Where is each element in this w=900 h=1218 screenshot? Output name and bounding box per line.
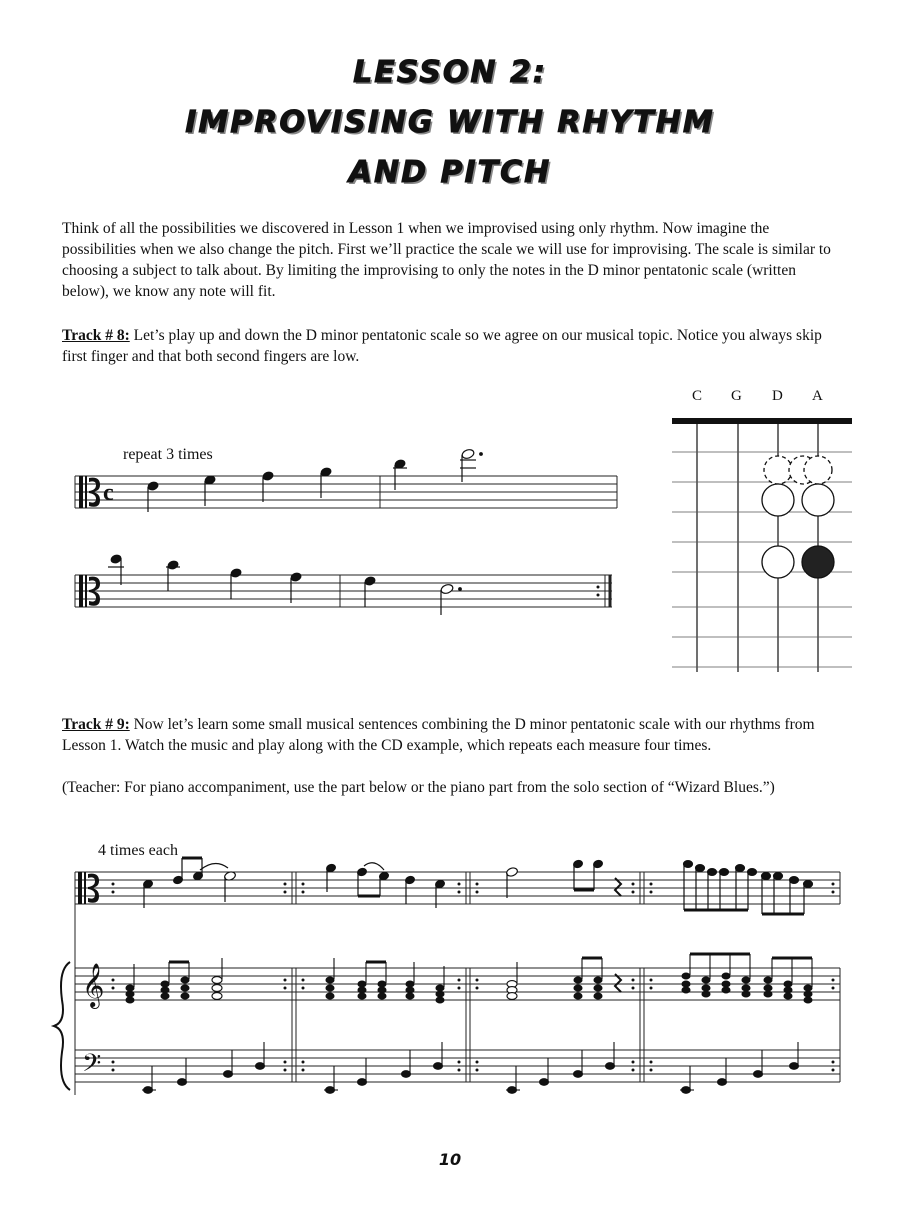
title-line-2: IMPROVISING WITH RHYTHM [185, 105, 715, 140]
page-number: 10 [438, 1150, 462, 1169]
string-label-d: D [772, 388, 783, 404]
string-label-c: C [692, 388, 703, 404]
track9-text: Now let’s learn some small musical sentences combining the D minor pentatonic scale with our rhythms from Lesson 1. Watch the music and play along with the CD example, which repeats each measure four times. [62, 716, 815, 754]
intro-paragraph: Think of all the possibilities we discovered in Lesson 1 when we improvised using only rhythm. Now imagine the possibilities when we also change the pitch. First we’ll practice the scale we will use for improvising. The scale is similar to choosing a subject to talk about. By limiting the improvising to only the notes in the D minor pentatonic scale (written below), we know any note will fit. [62, 220, 831, 300]
title-line-1: LESSON 2: [353, 55, 547, 90]
scale-repeat-text: repeat 3 times [123, 446, 213, 463]
finger-circles [762, 456, 834, 578]
exercise-repeat-text: 4 times each [98, 842, 178, 859]
string-label-g: G [731, 388, 742, 404]
track8-label: Track # 8: [62, 327, 130, 344]
brace-icon [54, 962, 70, 1090]
track9-paragraph [62, 714, 837, 756]
fingerboard-diagram [665, 412, 865, 682]
scale-staff-2 [0, 545, 640, 635]
track8-text: Let’s play up and down the D minor pentatonic scale so we agree on our musical topic. Notice you always skip first finger and that both second fingers are low. [62, 327, 822, 365]
title-line-3: AND PITCH [348, 155, 552, 190]
exercise-score [0, 850, 860, 1110]
svg-text:c: c [103, 480, 114, 506]
bass-clef-icon: 𝄢 [82, 1049, 102, 1084]
track8-paragraph [62, 325, 837, 367]
scale-staff-1 [0, 440, 640, 530]
teacher-note: (Teacher: For piano accompaniment, use the part below or the piano part from the solo section of “Wizard Blues.”) [62, 779, 775, 796]
track9-label: Track # 9: [62, 716, 130, 733]
string-label-a: A [812, 388, 823, 404]
treble-clef-icon: 𝄞 [82, 963, 105, 1007]
fingerboard-labels [680, 388, 840, 408]
